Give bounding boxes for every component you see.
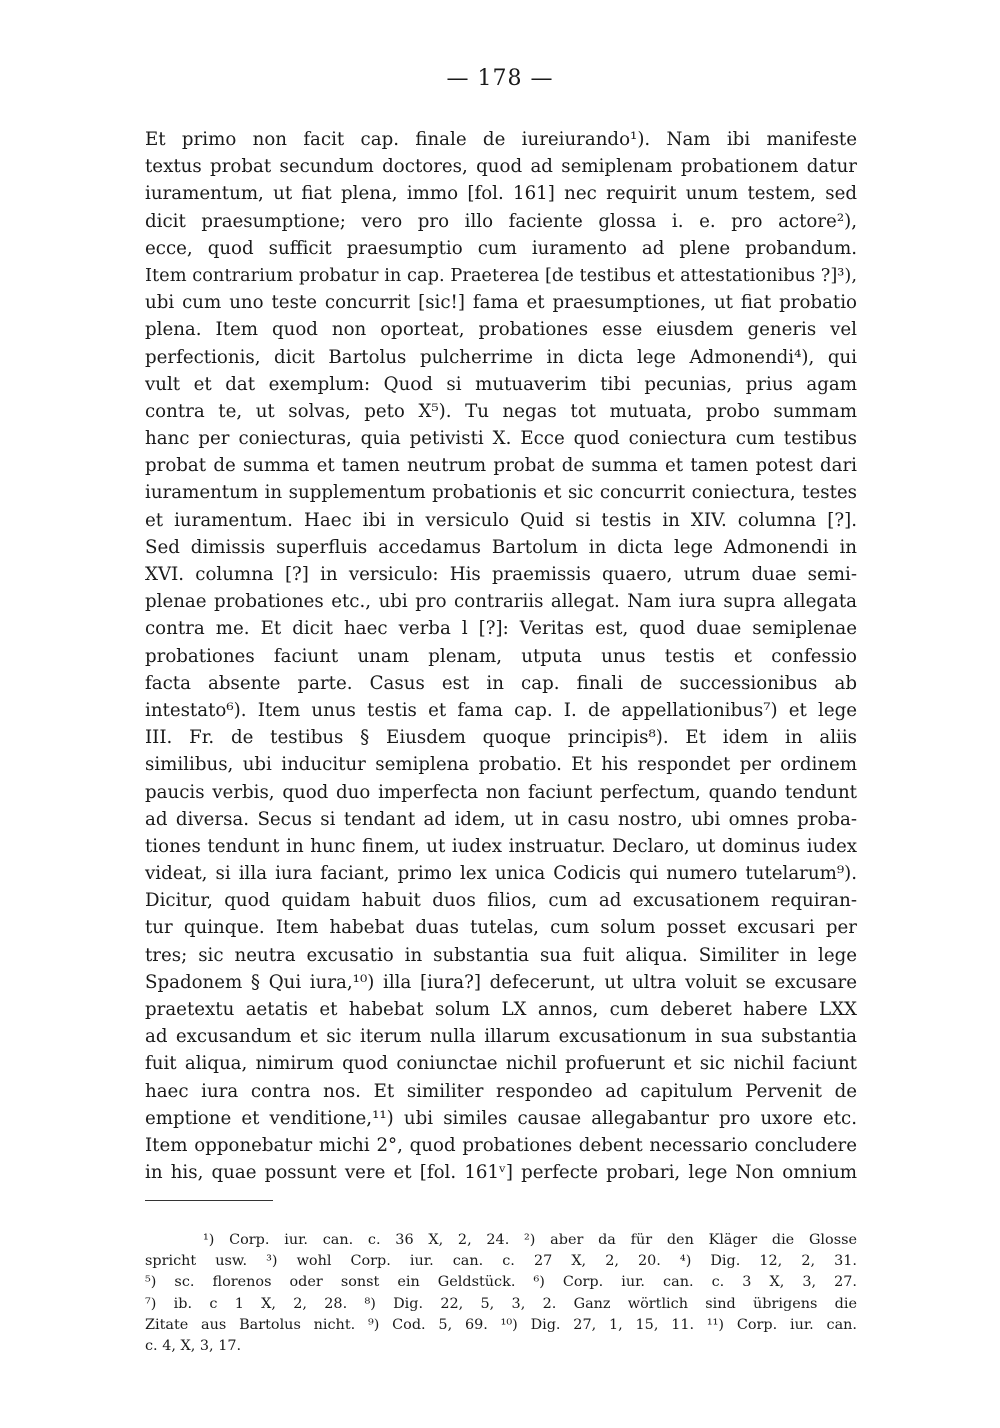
text-line: ad excusandum et sic iterum nulla illarum excusationum in sua substantia — [145, 1026, 857, 1048]
body-text — [145, 126, 857, 1186]
text-line: haec iura contra nos. Et similiter respondeo ad capitulum Pervenit de — [145, 1080, 857, 1102]
text-line: ad diversa. Secus si tendant ad idem, ut in casu nostro, ubi omnes proba- — [145, 808, 857, 830]
text-line: plenae probationes etc., ubi pro contrariis allegat. Nam iura supra allegata — [145, 591, 857, 613]
footnote-line: Zitate aus Bartolus nicht. ⁹) Cod. 5, 69. ¹⁰) Dig. 27, 1, 15, 11. ¹¹) Corp. iur. can. — [145, 1316, 857, 1333]
text-line: tiones tendunt in hunc finem, ut iudex instruatur. Declaro, ut dominus iudex — [145, 835, 857, 857]
text-line: Item contrarium probatur in cap. Praeterea [de testibus et attestationibus ?]³), — [145, 264, 857, 286]
footnotes — [145, 1230, 857, 1357]
text-line: III. Fr. de testibus § Eiusdem quoque principis⁸). Et idem in aliis — [145, 727, 857, 749]
text-line: similibus, ubi inducitur semiplena probatio. Et his respondet per ordinem — [145, 754, 857, 776]
text-line: videat, si illa iura faciant, primo lex unica Codicis qui numero tutelarum⁹). — [145, 863, 857, 885]
text-line: ecce, quod sufficit praesumptio cum iuramento ad plene probandum. — [145, 237, 857, 259]
text-line: hanc per coniecturas, quia petivisti X. Ecce quod coniectura cum testibus — [145, 428, 857, 450]
text-line: probationes faciunt unam plenam, utputa unus testis et confessio — [145, 645, 857, 667]
text-line: dicit praesumptione; vero pro illo faciente glossa i. e. pro actore²), — [145, 210, 857, 232]
text-line: iuramentum, ut fiat plena, immo [fol. 161] nec requirit unum testem, sed — [145, 183, 857, 205]
footnote-line: ⁵) sc. florenos oder sonst ein Geldstück. ⁶) Corp. iur. can. c. 3 X, 3, 27. — [145, 1274, 857, 1291]
footnote-line: ¹) Corp. iur. can. c. 36 X, 2, 24. ²) aber da für den Kläger die Glosse — [203, 1232, 857, 1248]
text-line: plena. Item quod non oporteat, probationes esse eiusdem generis vel — [145, 319, 857, 341]
text-line: fuit aliqua, nimirum quod coniunctae nichil profuerunt et sic nichil faciunt — [145, 1053, 857, 1075]
text-line: in his, quae possunt vere et [fol. 161ᵛ] perfecte probari, lege Non omnium — [145, 1162, 857, 1184]
text-line: tur quinque. Item habebat duas tutelas, cum solum posset excusari per — [145, 917, 857, 939]
text-line: Item opponebatur michi 2°, quod probationes debent necessario concludere — [145, 1134, 857, 1156]
text-line: contra me. Et dicit haec verba l [?]: Veritas est, quod duae semiplenae — [145, 618, 857, 640]
text-line: ubi cum uno teste concurrit [sic!] fama et praesumptiones, ut fiat probatio — [145, 292, 857, 314]
text-line: perfectionis, dicit Bartolus pulcherrime in dicta lege Admonendi⁴), qui — [145, 346, 857, 368]
text-line: contra te, ut solvas, peto X⁵). Tu negas tot mutuata, probo summam — [145, 400, 857, 422]
text-line: textus probat secundum doctores, quod ad semiplenam probationem datur — [145, 156, 857, 178]
text-line: praetextu aetatis et habebat solum LX annos, cum deberet habere LXX — [145, 999, 857, 1020]
text-line: iuramentum in supplementum probationis et sic concurrit coniectura, testes — [145, 482, 857, 504]
text-line: vult et dat exemplum: Quod si mutuaverim tibi pecunias, prius agam — [145, 373, 857, 395]
footnote-line: c. 4, X, 3, 17. — [145, 1337, 242, 1354]
text-line: paucis verbis, quod duo imperfecta non faciunt perfectum, quando tendunt — [145, 781, 857, 803]
text-line: Sed dimissis superfluis accedamus Bartolum in dicta lege Admonendi in — [145, 536, 857, 558]
text-line: intestato⁶). Item unus testis et fama cap. I. de appellationibus⁷) et lege — [145, 699, 857, 721]
text-line: XVI. columna [?] in versiculo: His praemissis quaero, utrum duae semi- — [145, 564, 857, 585]
text-line: emptione et venditione,¹¹) ubi similes causae allegabantur pro uxore etc. — [145, 1107, 857, 1129]
page-number: — 178 — — [446, 66, 554, 91]
text-line: Spadonem § Qui iura,¹⁰) illa [iura?] defecerunt, ut ultra voluit se excusare — [145, 971, 857, 993]
text-line: Dicitur, quod quidam habuit duos filios, cum ad excusationem requiran- — [145, 890, 857, 912]
footnote-line: spricht usw. ³) wohl Corp. iur. can. c. 27 X, 2, 20. ⁴) Dig. 12, 2, 31. — [145, 1253, 857, 1270]
text-line: Et primo non facit cap. finale de iureiurando¹). Nam ibi manifeste — [145, 129, 857, 150]
text-line: facta absente parte. Casus est in cap. finali de successionibus ab — [145, 672, 857, 694]
text-line: tres; sic neutra excusatio in substantia sua fuit aliqua. Similiter in lege — [145, 944, 857, 966]
text-line: et iuramentum. Haec ibi in versiculo Quid si testis in XIV. columna [?]. — [145, 509, 857, 531]
text-line: probat de summa et tamen neutrum probat de summa et tamen potest dari — [145, 455, 857, 477]
footnote-rule — [145, 1200, 273, 1201]
footnote-line: ⁷) ib. c 1 X, 2, 28. ⁸) Dig. 22, 5, 3, 2. Ganz wörtlich sind übrigens die — [145, 1295, 857, 1312]
